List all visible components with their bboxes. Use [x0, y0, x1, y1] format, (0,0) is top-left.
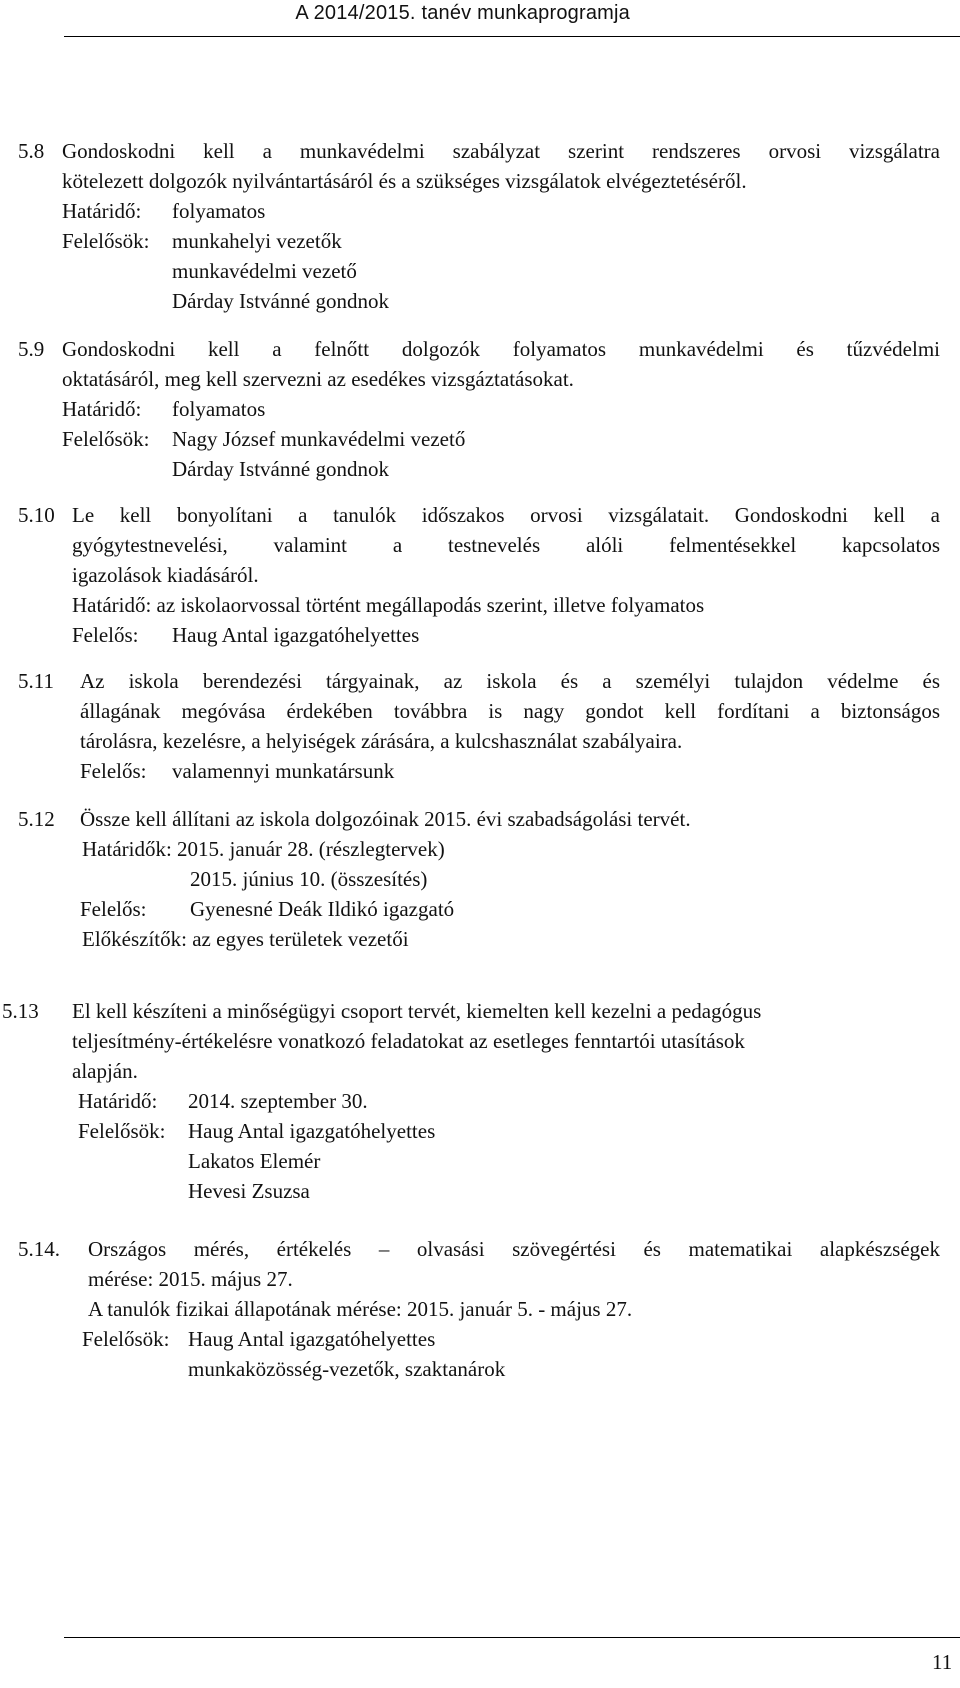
responsible-value: Nagy József munkavédelmi vezető [172, 427, 466, 451]
section-text: Az iskola berendezési tárgyainak, az iskola és a személyi tulajdon védelme és [80, 669, 940, 693]
responsible-value: Dárday Istvánné gondnok [172, 457, 389, 481]
section-text: állagának megóvása érdekében továbbra is nagy gondot kell fordítani a biztonságos [80, 699, 940, 723]
responsible-value: Haug Antal igazgatóhelyettes [188, 1327, 436, 1351]
footer-divider [64, 1637, 960, 1638]
deadline-value: folyamatos [172, 199, 266, 223]
section-number: 5.11 [18, 669, 54, 693]
responsible-value: munkaközösség-vezetők, szaktanárok [188, 1357, 506, 1381]
deadline-value: folyamatos [172, 397, 266, 421]
section-text: igazolások kiadásáról. [72, 563, 259, 587]
section-number: 5.13 [2, 999, 39, 1023]
section-text: El kell készíteni a minőségügyi csoport tervét, kiemelten kell kezelni a pedagógus [72, 999, 762, 1023]
section-text: Gondoskodni kell a munkavédelmi szabályzat szerint rendszeres orvosi vizsgálatra [62, 139, 940, 163]
section-number: 5.12 [18, 807, 55, 831]
section-number: 5.14. [18, 1237, 60, 1261]
responsible-label: Felelős: [80, 759, 147, 783]
page-number: 11 [932, 1650, 953, 1674]
responsible-value: Dárday Istvánné gondnok [172, 289, 389, 313]
section-text: A tanulók fizikai állapotának mérése: 2015. január 5. - május 27. [88, 1297, 633, 1321]
responsible-value: munkahelyi vezetők [172, 229, 342, 253]
responsible-value: Lakatos Elemér [188, 1149, 321, 1173]
deadline-label: Határidő: [62, 397, 142, 421]
responsible-label: Felelős: [72, 623, 139, 647]
section-text: tárolásra, kezelésre, a helyiségek zárására, a kulcshasználat szabályaira. [80, 729, 683, 753]
preparers: Előkészítők: az egyes területek vezetői [82, 927, 409, 951]
responsible-label: Felelősök: [82, 1327, 170, 1351]
section-number: 5.8 [18, 139, 45, 163]
responsible-value: Haug Antal igazgatóhelyettes [188, 1119, 436, 1143]
deadline-label: Határidő: [62, 199, 142, 223]
deadline-value: 2015. június 10. (összesítés) [190, 867, 428, 891]
section-number: 5.9 [18, 337, 45, 361]
section-text: mérése: 2015. május 27. [88, 1267, 293, 1291]
responsible-label: Felelősök: [78, 1119, 166, 1143]
responsible-value: munkavédelmi vezető [172, 259, 357, 283]
section-text: kötelezett dolgozók nyilvántartásáról és a szükséges vizsgálatok elvégeztetéséről. [62, 169, 747, 193]
section-text: Össze kell állítani az iskola dolgozóinak 2015. évi szabadságolási tervét. [80, 807, 691, 831]
responsible-value: valamennyi munkatársunk [172, 759, 395, 783]
responsible-value: Hevesi Zsuzsa [188, 1179, 310, 1203]
responsible-label: Felelősök: [62, 427, 150, 451]
section-text: Le kell bonyolítani a tanulók időszakos orvosi vizsgálatait. Gondoskodni kell a [72, 503, 940, 527]
responsible-label: Felelős: [80, 897, 147, 921]
deadline-value: 2014. szeptember 30. [188, 1089, 368, 1113]
responsible-label: Felelősök: [62, 229, 150, 253]
section-text: Országos mérés, értékelés – olvasási szövegértési és matematikai alapkészségek [88, 1237, 940, 1261]
header-divider [64, 36, 960, 37]
section-text: teljesítmény-értékelésre vonatkozó feladatokat az esetleges fenntartói utasítások [72, 1029, 745, 1053]
header-title: A 2014/2015. tanév munkaprogramja [295, 2, 630, 24]
section-text: Gondoskodni kell a felnőtt dolgozók folyamatos munkavédelmi és tűzvédelmi [62, 337, 940, 361]
deadline-value: Határidők: 2015. január 28. (részlegtervek) [82, 837, 445, 861]
deadline-value: Határidő: az iskolaorvossal történt megállapodás szerint, illetve folyamatos [72, 593, 705, 617]
responsible-value: Gyenesné Deák Ildikó igazgató [190, 897, 455, 921]
responsible-value: Haug Antal igazgatóhelyettes [172, 623, 420, 647]
section-text: oktatásáról, meg kell szervezni az esedékes vizsgáztatásokat. [62, 367, 574, 391]
section-text: gyógytestnevelési, valamint a testnevelés alóli felmentésekkel kapcsolatos [72, 533, 940, 557]
deadline-label: Határidő: [78, 1089, 158, 1113]
section-text: alapján. [72, 1059, 138, 1083]
section-number: 5.10 [18, 503, 55, 527]
